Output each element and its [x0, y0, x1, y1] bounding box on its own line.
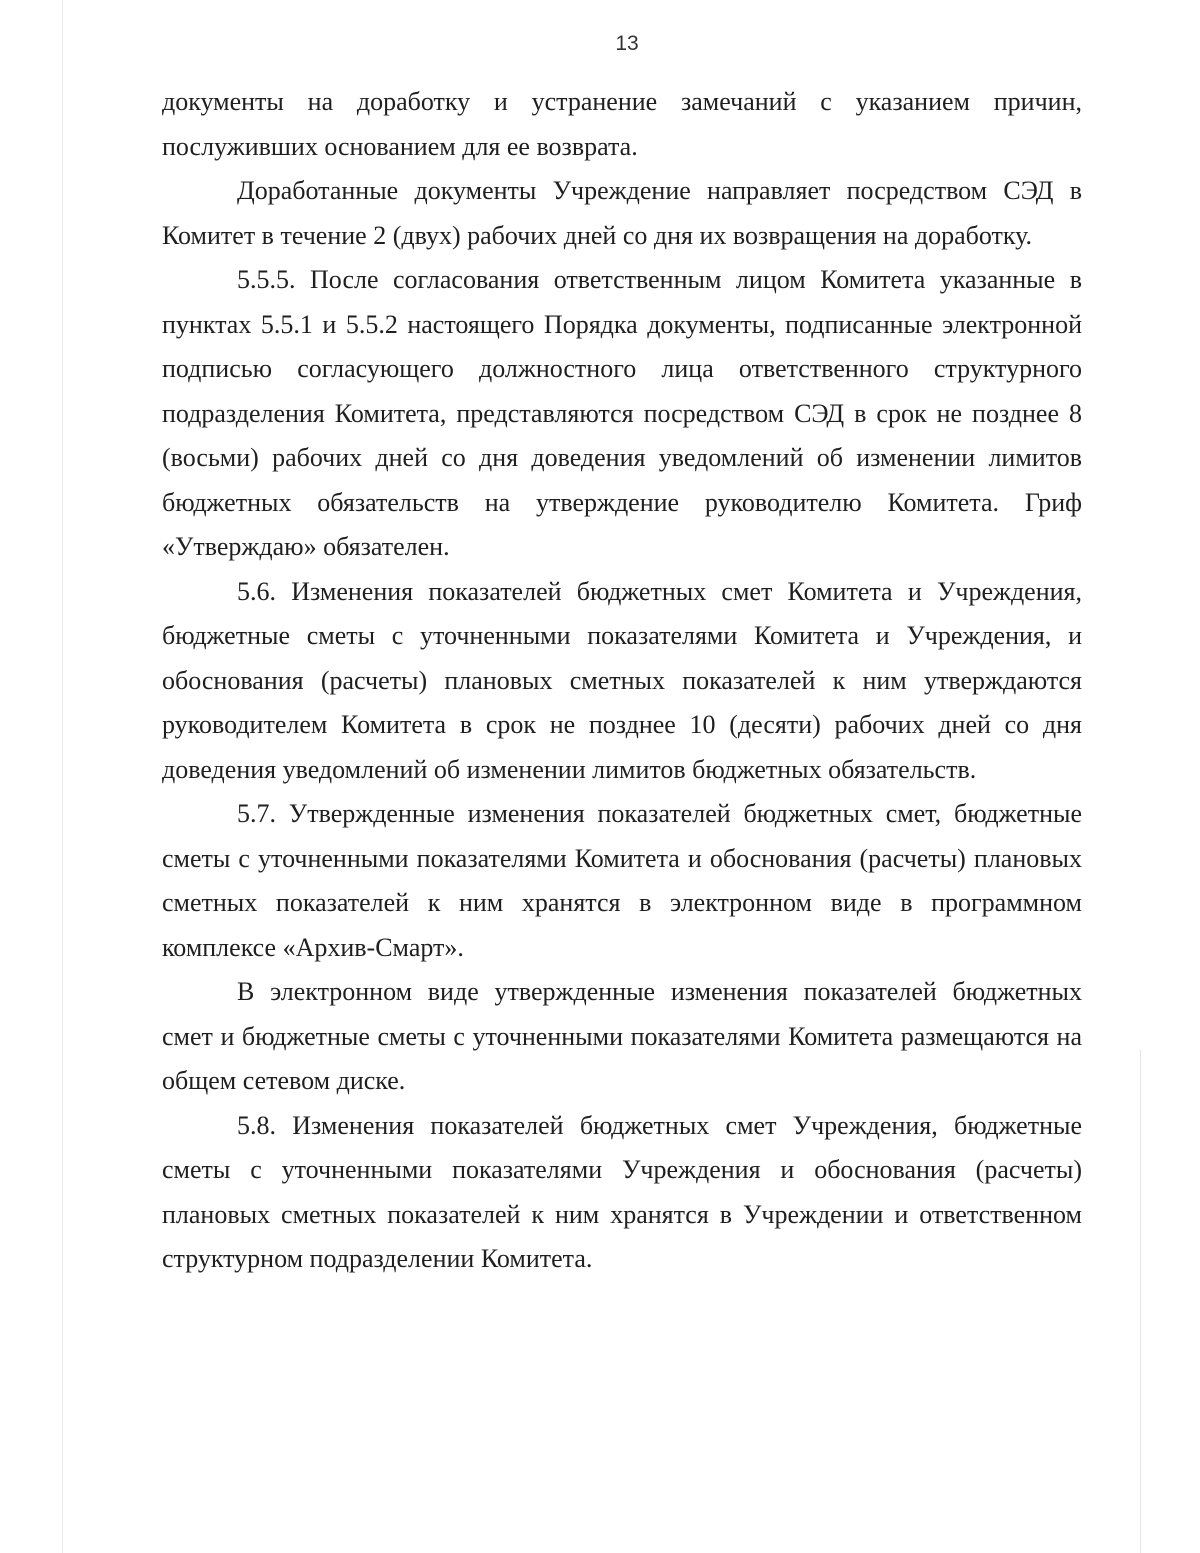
page-number: 13	[615, 32, 639, 55]
paragraph-5-8: 5.8. Изменения показателей бюджетных смет Учреждения, бюджетные сметы с уточненными показателями Учреждения и обоснования (расчеты) плановых сметных показателей к ним хранятся в Учреждении и ответственном структурном подразделении Комитета.	[162, 1110, 1082, 1273]
paragraph-5-6: 5.6. Изменения показателей бюджетных смет Комитета и Учреждения, бюджетные сметы с уточненными показателями Комитета и Учреждения, и обоснования (расчеты) плановых сметных показателей к ним утверждаются руководителем Комитета в срок не позднее 10 (десяти) рабочих дней со дня доведения уведомлений об изменении лимитов бюджетных обязательств.	[162, 576, 1082, 784]
paragraph-revised-documents: Доработанные документы Учреждение направляет посредством СЭД в Комитет в течение 2 (двух) рабочих дней со дня их возвращения на доработку.	[162, 176, 1082, 250]
paragraph-electronic-form: В электронном виде утвержденные изменения показателей бюджетных смет и бюджетные сметы с уточненными показателями Комитета размещаются на общем сетевом диске.	[162, 977, 1082, 1095]
paragraph-5-7: 5.7. Утвержденные изменения показателей бюджетных смет, бюджетные сметы с уточненными показателями Комитета и обоснования (расчеты) плановых сметных показателей к ним хранятся в электронном виде в программном комплексе «Архив-Смарт».	[162, 799, 1082, 962]
document-body	[162, 80, 1082, 1282]
paragraph-5-5-5: 5.5.5. После согласования ответственным лицом Комитета указанные в пунктах 5.5.1 и 5.5.2 настоящего Порядка документы, подписанные электронной подписью согласующего должностного лица ответственного структурного подразделения Комитета, представляются посредством СЭД в срок не позднее 8 (восьми) рабочих дней со дня доведения уведомлений об изменении лимитов бюджетных обязательств на утверждение руководителю Комитета. Гриф «Утверждаю» обязателен.	[162, 265, 1082, 561]
scan-edge-right	[1140, 1050, 1141, 1553]
scan-edge-left	[62, 0, 63, 1553]
paragraph-continuation: документы на доработку и устранение замечаний с указанием причин, послуживших основанием для ее возврата.	[162, 87, 1082, 161]
